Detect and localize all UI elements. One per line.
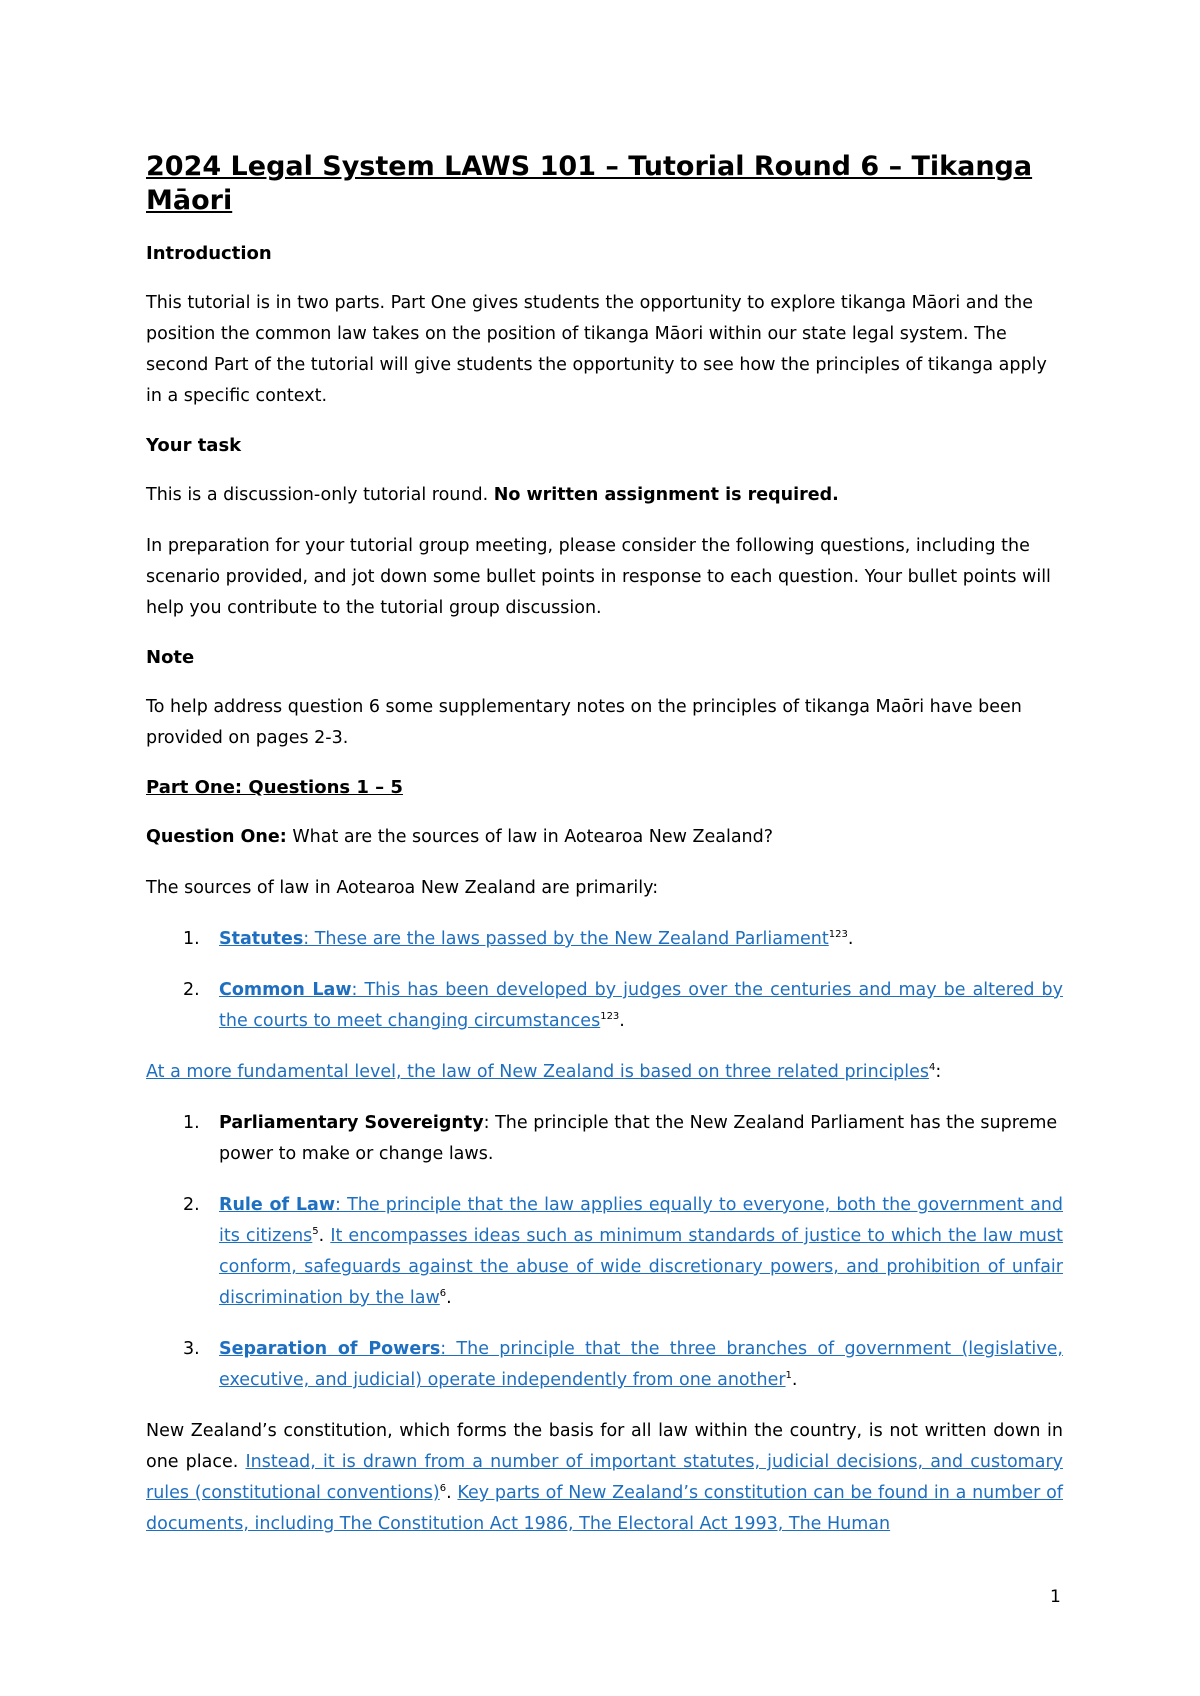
list-number: 2. (183, 1195, 200, 1215)
footnote-ref[interactable]: 4 (929, 1062, 936, 1074)
task-paragraph-2: In preparation for your tutorial group meeting, please consider the following questions, including the scenario provided, and jot down some bullet points in response to each question. Your bullet points will help you contribute to the tutorial group discussion. (146, 536, 1051, 618)
list-number: 2. (183, 980, 200, 1000)
sources-list (146, 924, 1063, 1037)
footnote-ref[interactable]: 1 (785, 1370, 792, 1382)
list-item (146, 1334, 1063, 1396)
introduction-heading: Introduction (146, 243, 272, 264)
list-number: 3. (183, 1339, 200, 1359)
list-item (146, 924, 1063, 955)
question-one (146, 822, 1063, 853)
source-term-link[interactable]: Statutes (219, 929, 304, 949)
part-one-heading: Part One: Questions 1 – 5 (146, 777, 403, 798)
footnote-ref[interactable]: 123 (828, 929, 848, 941)
list-end: . (791, 1370, 798, 1390)
list-number: 1. (183, 929, 200, 949)
list-item (146, 1190, 1063, 1314)
principles-list (146, 1108, 1063, 1396)
page-title: 2024 Legal System LAWS 101 – Tutorial Round 6 – Tikanga Māori (146, 151, 1033, 216)
footnote-ref[interactable]: 5 (312, 1226, 319, 1238)
constitution-text: New Zealand’s constitution, which forms the basis for all law within the country, is not written down in one place. (146, 1421, 1063, 1472)
task-text: This is a discussion-only tutorial round. (146, 485, 494, 505)
footnote-ref[interactable]: 6 (439, 1288, 447, 1300)
question-one-label: Question One: (146, 827, 287, 847)
constitution-link[interactable]: Key parts of New Zealand’s constitution can be found in a number of documents, including The Constitution Act 1986, The Electoral Act 1993, The Human (146, 1483, 1063, 1534)
principles-intro-end: : (935, 1062, 942, 1082)
task-paragraph-1 (146, 480, 1063, 511)
note-heading: Note (146, 647, 195, 668)
principle-text: : The principle that the New Zealand Parliament has the supreme power to make or change laws. (219, 1113, 1058, 1164)
task-emphasis: No written assignment is required. (493, 485, 839, 505)
source-term-link[interactable]: Common Law (219, 980, 352, 1000)
sources-intro: The sources of law in Aotearoa New Zealand are primarily: (146, 878, 659, 898)
task-heading: Your task (146, 435, 242, 456)
source-text-link[interactable]: : This has been developed by judges over the centuries and may be altered by the courts to meet changing circumstances (219, 980, 1063, 1031)
list-end: . (847, 929, 854, 949)
introduction-text: This tutorial is in two parts. Part One gives students the opportunity to explore tikanga Māori and the position the common law takes on the position of tikanga Māori within our state legal system. The second Part of the tutorial will give students the opportunity to see how the principles of tikanga apply in a specific context. (146, 293, 1047, 406)
principle-text-link[interactable]: It encompasses ideas such as minimum standards of justice to which the law must conform, safeguards against the abuse of wide discretionary powers, and prohibition of unfair discrimination by the law (219, 1226, 1063, 1308)
principles-intro (146, 1057, 1063, 1088)
question-one-text: What are the sources of law in Aotearoa New Zealand? (286, 827, 774, 847)
principle-text-link[interactable]: : The principle that the three branches of government (legislative, executive, and judicial) operate independently from one another (219, 1339, 1063, 1390)
principles-intro-link[interactable]: At a more fundamental level, the law of New Zealand is based on three related principles (146, 1062, 930, 1082)
list-end: . (446, 1288, 452, 1308)
constitution-separator: . (446, 1483, 458, 1503)
constitution-paragraph (146, 1416, 1063, 1540)
principle-term: Parliamentary Sovereignty (219, 1113, 484, 1133)
list-end: . (619, 1011, 625, 1031)
list-item (146, 975, 1063, 1037)
page-number: 1 (1050, 1587, 1061, 1607)
list-number: 1. (183, 1113, 200, 1133)
principle-text-link[interactable]: : The principle that the law applies equally to everyone, both the government and its citizens (219, 1195, 1064, 1246)
list-item (146, 1108, 1063, 1170)
note-text: To help address question 6 some supplementary notes on the principles of tikanga Maōri have been provided on pages 2-3. (146, 697, 1022, 748)
source-text-link[interactable]: : These are the laws passed by the New Zealand Parliament (303, 929, 829, 949)
principle-term-link[interactable]: Rule of Law (219, 1195, 335, 1215)
footnote-ref[interactable]: 123 (600, 1011, 620, 1023)
principle-separator: . (318, 1226, 331, 1246)
page-content (146, 150, 1063, 1560)
footnote-ref[interactable]: 6 (439, 1483, 447, 1495)
principle-term-link[interactable]: Separation of Powers (219, 1339, 441, 1359)
constitution-link[interactable]: Instead, it is drawn from a number of important statutes, judicial decisions, and customary rules (constitutional conventions) (146, 1452, 1063, 1503)
